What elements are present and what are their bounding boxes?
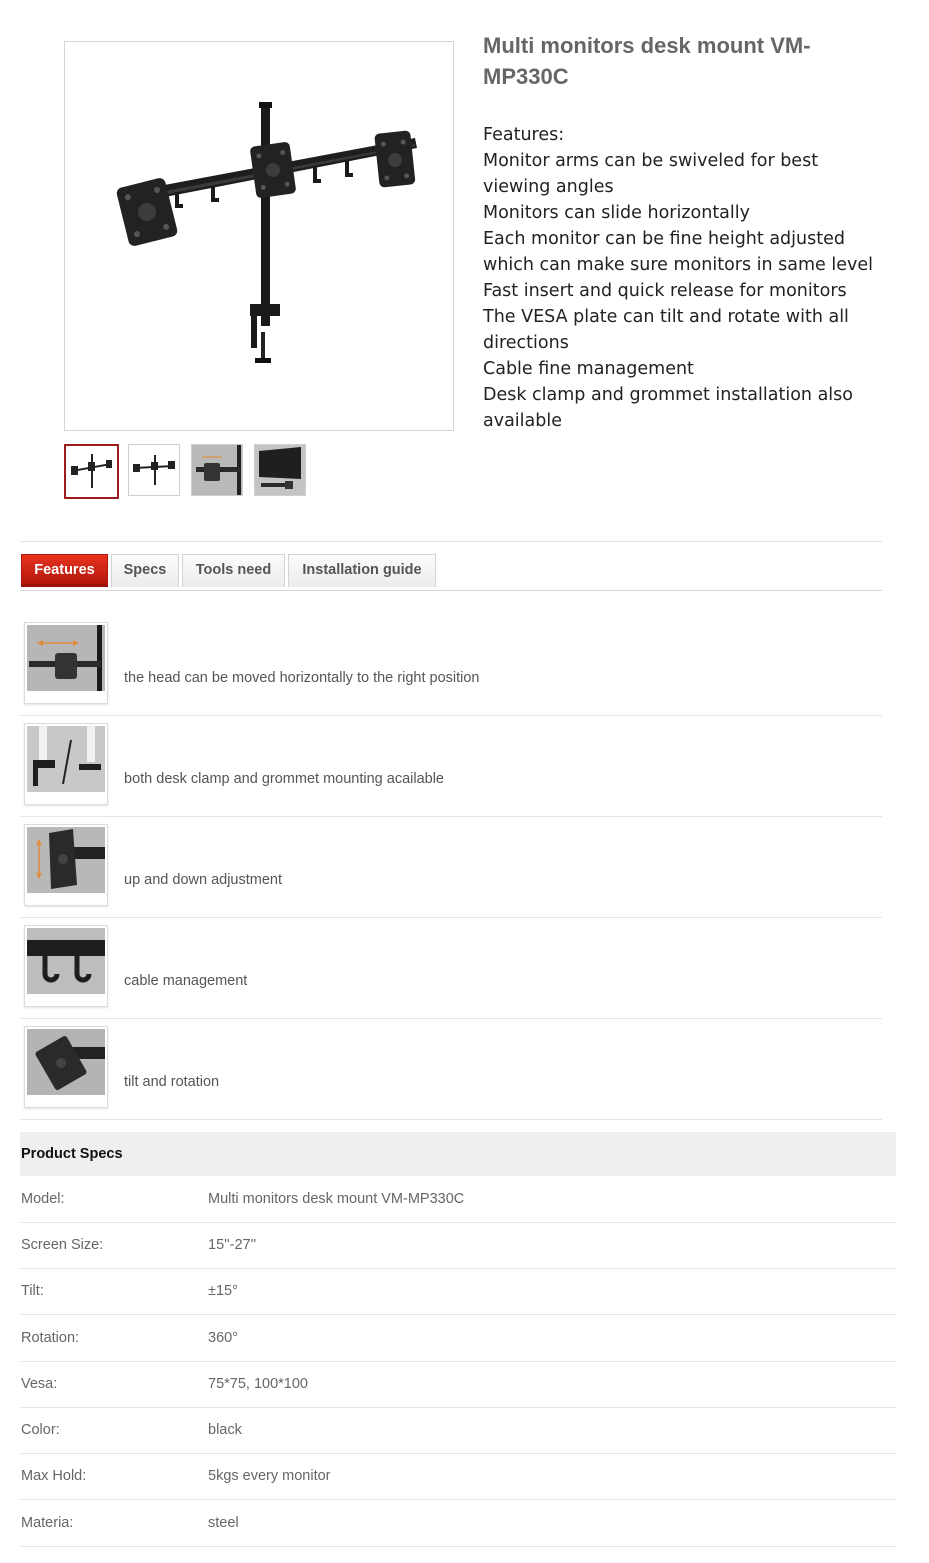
- table-row: [20, 1361, 896, 1408]
- list-item: [20, 816, 882, 918]
- list-item: [20, 1018, 882, 1120]
- feature-item: Each monitor can be fine height adjusted which can make sure monitors in same level: [483, 229, 873, 275]
- tilt-rotation-image: [27, 1029, 105, 1095]
- spec-value: ±15°: [208, 1283, 238, 1299]
- tab-features[interactable]: Features: [21, 554, 108, 587]
- feature-image-cable[interactable]: [24, 925, 108, 1007]
- table-row: [20, 1176, 896, 1223]
- spec-key: Screen Size:: [21, 1237, 104, 1253]
- feature-item: The VESA plate can tilt and rotate with all directions: [483, 307, 849, 353]
- thumb-mount-detail-image: [192, 445, 242, 495]
- list-item: [20, 715, 882, 817]
- spec-key: Model:: [21, 1191, 65, 1207]
- list-item: [20, 614, 882, 716]
- feature-row-text: both desk clamp and grommet mounting acailable: [124, 771, 444, 787]
- product-title: Multi monitors desk mount VM-MP330C: [483, 33, 811, 89]
- clamp-grommet-image: [27, 726, 105, 792]
- spec-value: black: [208, 1422, 242, 1438]
- spec-key: Tilt:: [21, 1283, 44, 1299]
- spec-key: Vesa:: [21, 1376, 58, 1392]
- feature-item: Fast insert and quick release for monitors: [483, 281, 847, 301]
- tab-specs[interactable]: Specs: [111, 554, 179, 587]
- table-row: [20, 1268, 896, 1315]
- spec-value: steel: [208, 1515, 239, 1531]
- horizontal-move-image: [27, 625, 105, 691]
- feature-item: Monitors can slide horizontally: [483, 203, 750, 223]
- table-row: [20, 1407, 896, 1454]
- list-item: [20, 917, 882, 1019]
- spec-value: 75*75, 100*100: [208, 1376, 308, 1392]
- product-specs-heading: Product Specs: [20, 1132, 896, 1176]
- feature-row-text: tilt and rotation: [124, 1074, 220, 1090]
- spec-key: Materia:: [21, 1515, 74, 1531]
- triple-monitor-mount-image: [65, 42, 453, 430]
- features-heading: Features:: [483, 125, 565, 145]
- thumb-monitor-view[interactable]: [254, 444, 306, 496]
- feature-item: Cable fine management: [483, 359, 694, 379]
- feature-row-text: cable management: [124, 973, 248, 989]
- feature-list: [483, 122, 873, 434]
- thumb-mount-front-image: [66, 446, 117, 497]
- spec-value: 5kgs every monitor: [208, 1468, 331, 1484]
- feature-item: Monitor arms can be swiveled for best viewing angles: [483, 151, 819, 197]
- product-main-image[interactable]: [64, 41, 454, 431]
- thumb-mount-angle-image: [129, 445, 179, 495]
- feature-row-text: the head can be moved horizontally to the right position: [124, 670, 480, 686]
- thumb-angle-view[interactable]: [128, 444, 180, 496]
- thumb-front-view[interactable]: [64, 444, 119, 499]
- feature-image-height[interactable]: [24, 824, 108, 906]
- divider: [20, 541, 882, 542]
- tab-bar: [20, 554, 882, 591]
- table-row: [20, 1500, 896, 1547]
- thumb-monitor-image: [255, 445, 305, 495]
- feature-row-text: up and down adjustment: [124, 872, 282, 888]
- feature-image-tilt[interactable]: [24, 1026, 108, 1108]
- spec-value: 360°: [208, 1330, 238, 1346]
- up-down-adjust-image: [27, 827, 105, 893]
- feature-image-clamp[interactable]: [24, 723, 108, 805]
- table-row: [20, 1315, 896, 1362]
- spec-key: Rotation:: [21, 1330, 80, 1346]
- thumb-detail-view[interactable]: [191, 444, 243, 496]
- tab-installation-guide[interactable]: Installation guide: [288, 554, 436, 587]
- cable-management-image: [27, 928, 105, 994]
- spec-value: 15''-27'': [208, 1237, 257, 1253]
- table-row: [20, 1222, 896, 1269]
- feature-image-horizontal[interactable]: [24, 622, 108, 704]
- tab-tools-need[interactable]: Tools need: [182, 554, 285, 587]
- spec-value: Multi monitors desk mount VM-MP330C: [208, 1191, 465, 1207]
- spec-key: Max Hold:: [21, 1468, 87, 1484]
- feature-item: Desk clamp and grommet installation also available: [483, 385, 853, 431]
- spec-key: Color:: [21, 1422, 60, 1438]
- table-row: [20, 1453, 896, 1500]
